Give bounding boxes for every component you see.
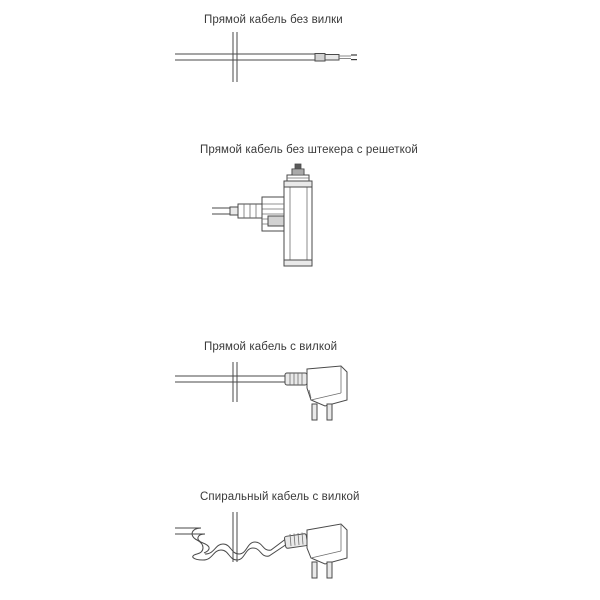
straight-cable (175, 376, 285, 382)
figure-caption: Прямой кабель без штекера с решеткой (200, 144, 418, 156)
angled-plug (307, 524, 347, 578)
wall-line (233, 32, 237, 82)
straight-cable (175, 54, 315, 60)
coiled-cable (175, 528, 287, 560)
grid-box (262, 197, 284, 231)
figure-drawing (175, 360, 375, 430)
cable-strain-relief (284, 533, 307, 549)
figure-drawing (175, 30, 375, 90)
figure-caption: Спиральный кабель с вилкой (200, 491, 360, 503)
heater-body (284, 164, 312, 266)
cable-strain-relief (285, 373, 307, 385)
bare-wire-end (315, 54, 357, 62)
figure-drawing (212, 164, 372, 274)
figure-caption: Прямой кабель с вилкой (204, 341, 338, 353)
straight-cable (212, 208, 230, 214)
figure-drawing (175, 510, 375, 590)
angled-plug (307, 366, 347, 420)
wall-line (233, 512, 237, 562)
terminal-block (230, 204, 262, 218)
figure-caption: Прямой кабель без вилки (204, 14, 343, 26)
